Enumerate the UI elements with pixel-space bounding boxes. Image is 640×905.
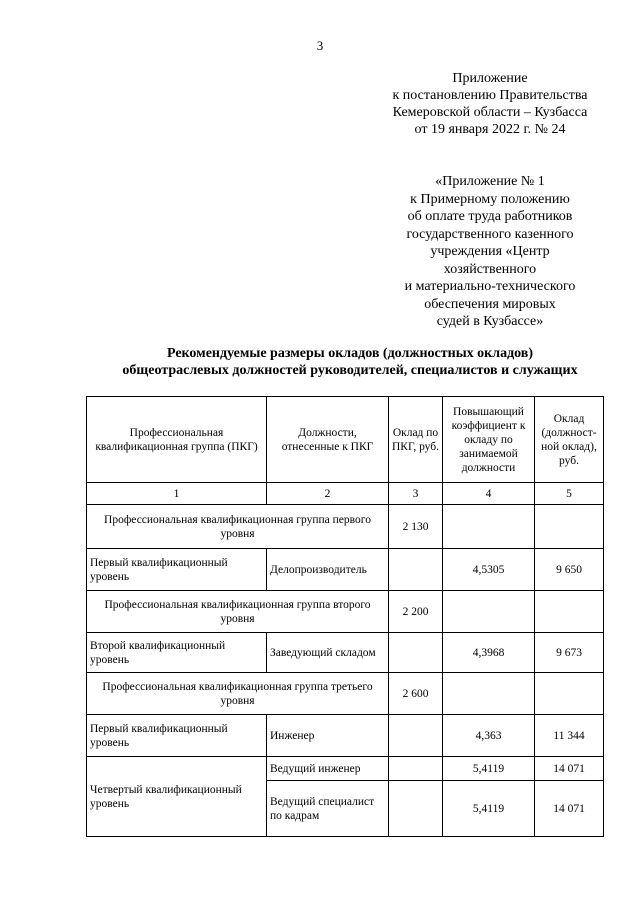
position-name: Ведущий инженер: [267, 757, 389, 781]
appendix-quote-line: «Приложение № 1: [435, 174, 545, 189]
empty-cell: [389, 549, 443, 591]
group-row: [87, 591, 604, 633]
salary-total: 9 650: [535, 549, 604, 591]
empty-cell: [443, 591, 535, 633]
empty-cell: [389, 757, 443, 781]
position-name: Ведущий специалист по кадрам: [267, 781, 389, 837]
position-name: Инженер: [267, 715, 389, 757]
page-number: 3: [316, 38, 324, 53]
group-salary: 2 130: [389, 505, 443, 549]
qualification-level: Первый квалификационный уровень: [87, 549, 267, 591]
header-cell: Оклад (должност-ной оклад), руб.: [535, 397, 604, 483]
qualification-level: Четвертый квалификационный уровень: [87, 757, 267, 837]
title-line: общеотраслевых должностей руководителей, специалистов и служащих: [122, 363, 578, 378]
appendix-line: к постановлению Правительства: [392, 88, 588, 103]
group-name: Профессиональная квалификационная группа первого уровня: [87, 505, 389, 549]
coefficient: 4,5305: [443, 549, 535, 591]
appendix-line: от 19 января 2022 г. № 24: [414, 122, 566, 137]
empty-cell: [389, 715, 443, 757]
table-number-row: [87, 483, 604, 505]
appendix-quote: [390, 173, 590, 331]
column-number: 5: [535, 483, 604, 505]
empty-cell: [443, 673, 535, 715]
coefficient: 5,4119: [443, 757, 535, 781]
appendix-header: [380, 70, 600, 138]
appendix-quote-line: об оплате труда работников: [407, 209, 573, 224]
column-number: 1: [87, 483, 267, 505]
appendix-line: Приложение: [452, 71, 528, 86]
group-row: [87, 673, 604, 715]
salary-table: [86, 396, 604, 837]
header-cell: Профессиональная квалификационная группа (ПКГ): [87, 397, 267, 483]
document-title: [100, 345, 600, 379]
header-cell: Повышающий коэффициент к окладу по занимаемой должности: [443, 397, 535, 483]
group-name: Профессиональная квалификационная группа второго уровня: [87, 591, 389, 633]
empty-cell: [443, 505, 535, 549]
qualification-level: Второй квалификационный уровень: [87, 633, 267, 673]
table-row: [87, 633, 604, 673]
empty-cell: [389, 781, 443, 837]
title-line: Рекомендуемые размеры окладов (должностных окладов): [166, 346, 534, 361]
appendix-quote-line: государственного казенного: [406, 226, 574, 242]
group-row: [87, 505, 604, 549]
salary-total: 11 344: [535, 715, 604, 757]
salary-total: 14 071: [535, 757, 604, 781]
qualification-level: Первый квалификационный уровень: [87, 715, 267, 757]
coefficient: 4,363: [443, 715, 535, 757]
salary-total: 9 673: [535, 633, 604, 673]
header-cell: Должности, отнесенные к ПКГ: [267, 397, 389, 483]
table-row: [87, 549, 604, 591]
empty-cell: [535, 673, 604, 715]
salary-total: 14 071: [535, 781, 604, 837]
column-number: 2: [267, 483, 389, 505]
empty-cell: [389, 633, 443, 673]
table-row: [87, 757, 604, 781]
appendix-quote-line: и материально-технического: [404, 279, 576, 294]
appendix-quote-line: судей в Кузбассе»: [436, 314, 544, 329]
appendix-line: Кемеровской области – Кузбасса: [392, 105, 588, 120]
coefficient: 4,3968: [443, 633, 535, 673]
appendix-quote-line: учреждения «Центр: [430, 244, 550, 259]
column-number: 3: [389, 483, 443, 505]
column-number: 4: [443, 483, 535, 505]
group-name: Профессиональная квалификационная группа третьего уровня: [87, 673, 389, 715]
empty-cell: [535, 505, 604, 549]
empty-cell: [535, 591, 604, 633]
table-header-row: [87, 397, 604, 483]
header-cell: Оклад по ПКГ, руб.: [389, 397, 443, 483]
position-name: Делопроизводитель: [267, 549, 389, 591]
coefficient: 5,4119: [443, 781, 535, 837]
appendix-quote-line: обеспечения мировых: [424, 296, 556, 312]
position-name: Заведующий складом: [267, 633, 389, 673]
appendix-quote-line: хозяйственного: [443, 261, 537, 277]
table-row: [87, 715, 604, 757]
appendix-quote-line: к Примерному положению: [410, 191, 570, 207]
group-salary: 2 200: [389, 591, 443, 633]
group-salary: 2 600: [389, 673, 443, 715]
